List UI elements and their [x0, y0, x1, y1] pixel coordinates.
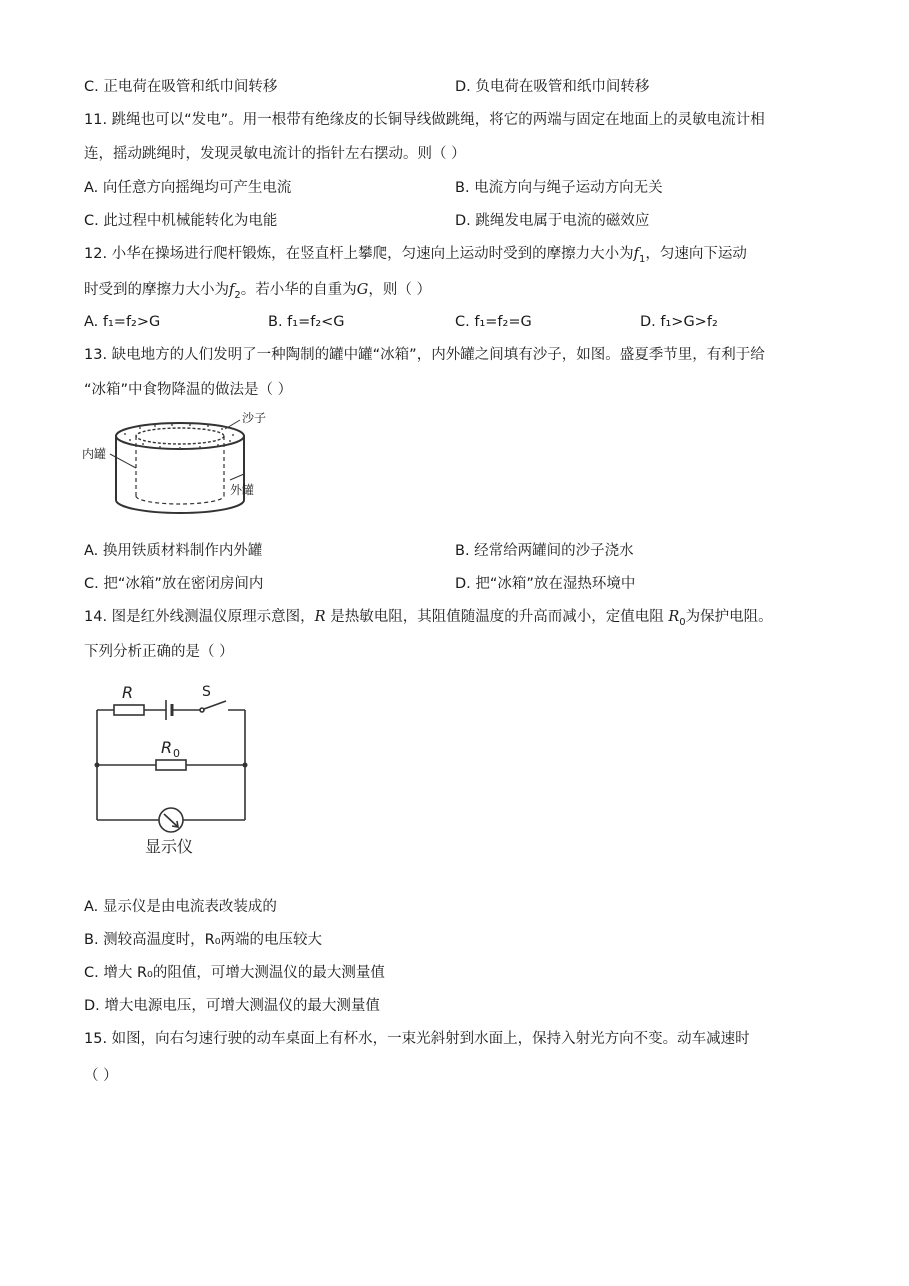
q15-stem-line1: 15. 如图，向右匀速行驶的动车桌面上有杯水，一束光斜射到水面上，保持入射光方向不变。动车减速时	[84, 1031, 750, 1047]
q11-option-b: B. 电流方向与绳子运动方向无关	[455, 180, 663, 196]
symbol-f: f	[633, 246, 640, 262]
q14-stem-text: 是热敏电阻，其阻值随温度的升高而减小，定值电阻	[325, 609, 669, 625]
symbol-g: G	[356, 282, 369, 298]
q12-option-c: C. f₁=f₂=G	[455, 314, 532, 330]
q12-stem-text: 。若小华的自重为	[240, 282, 357, 298]
q14-stem-line1	[84, 607, 773, 633]
label-s: S	[202, 684, 211, 700]
q12-option-b: B. f₁=f₂<G	[268, 314, 345, 330]
q12-option-d: D. f₁>G>f₂	[640, 314, 718, 330]
q15-stem-line2: （ ）	[84, 1068, 118, 1084]
q12-stem-line2	[84, 280, 431, 306]
q12-stem-text: ，匀速向下运动	[645, 246, 747, 262]
q13-option-b: B. 经常给两罐间的沙子浇水	[455, 543, 634, 559]
label-r0: R	[161, 738, 173, 757]
q14-stem-line2: 下列分析正确的是（ ）	[84, 644, 234, 660]
q13-option-d: D. 把“冰箱”放在湿热环境中	[455, 576, 636, 592]
q10-option-c: C. 正电荷在吸管和纸巾间转移	[84, 79, 278, 95]
q14-option-a: A. 显示仪是由电流表改装成的	[84, 899, 277, 915]
label-sand: 沙子	[242, 411, 267, 425]
label-inner-can: 内罐	[82, 447, 107, 461]
q13-stem-line1: 13. 缺电地方的人们发明了一种陶制的罐中罐“冰箱”，内外罐之间填有沙子，如图。盛夏季节里，有利于给	[84, 347, 765, 363]
q12-stem-text: 12. 小华在操场进行爬杆锻炼，在竖直杆上攀爬，匀速向上运动时受到的摩擦力大小为	[84, 246, 634, 262]
q11-option-d: D. 跳绳发电属于电流的磁效应	[455, 213, 650, 229]
q13-option-c: C. 把“冰箱”放在密闭房间内	[84, 576, 264, 592]
q11-option-a: A. 向任意方向摇绳均可产生电流	[84, 180, 292, 196]
q12-stem-line1	[84, 244, 747, 270]
q13-stem-line2: “冰箱”中食物降温的做法是（ ）	[84, 382, 293, 398]
symbol-r: R	[314, 609, 326, 625]
q11-stem-line2: 连，摇动跳绳时，发现灵敏电流计的指针左右摆动。则（ ）	[84, 146, 466, 162]
q12-stem-text: 时受到的摩擦力大小为	[84, 282, 229, 298]
q14-option-c: C. 增大 R₀的阻值，可增大测温仪的最大测量值	[84, 965, 385, 981]
subscript-2: 2	[234, 289, 241, 301]
q11-stem-line1: 11. 跳绳也可以“发电”。用一根带有绝缘皮的长铜导线做跳绳，将它的两端与固定在地面上的灵敏电流计相	[84, 112, 765, 128]
symbol-f: f	[229, 282, 235, 298]
subscript-1: 1	[639, 253, 646, 265]
label-r: R	[122, 683, 134, 702]
symbol-r0: R	[668, 609, 680, 625]
label-display-meter: 显示仪	[145, 837, 194, 856]
label-r0-subscript: 0	[173, 747, 180, 760]
q14-stem-text: 为保护电阻。	[685, 609, 773, 625]
label-outer-can: 外罐	[230, 483, 255, 497]
q14-option-d: D. 增大电源电压，可增大测温仪的最大测量值	[84, 998, 380, 1014]
pot-in-pot-figure	[80, 408, 270, 528]
subscript-0: 0	[679, 616, 686, 628]
q13-option-a: A. 换用铁质材料制作内外罐	[84, 543, 263, 559]
q11-option-c: C. 此过程中机械能转化为电能	[84, 213, 278, 229]
q14-option-b: B. 测较高温度时，R₀两端的电压较大	[84, 932, 323, 948]
circuit-figure	[88, 678, 258, 860]
q12-option-a: A. f₁=f₂>G	[84, 314, 161, 330]
q10-option-d: D. 负电荷在吸管和纸巾间转移	[455, 79, 650, 95]
q14-stem-text: 14. 图是红外线测温仪原理示意图，	[84, 609, 315, 625]
q12-stem-text: ，则（ ）	[368, 282, 431, 298]
